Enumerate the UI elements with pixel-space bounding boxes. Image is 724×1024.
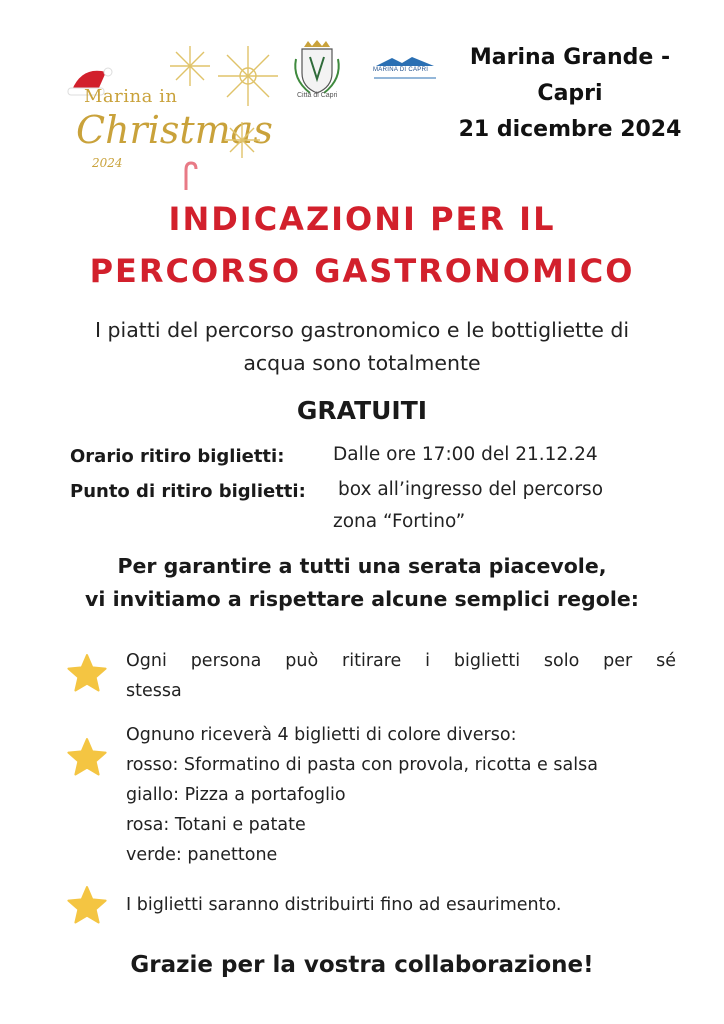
orario-label: Orario ritiro biglietti: xyxy=(70,446,285,467)
event-date: 21 dicembre 2024 xyxy=(458,117,682,142)
star-icon xyxy=(66,652,108,694)
title-line-1: INDICAZIONI PER IL xyxy=(168,200,556,238)
rule-2-line-2: rosso: Sformatino di pasta con provola, ricotta e salsa xyxy=(126,755,598,775)
rule-2-line-3: giallo: Pizza a portafoglio xyxy=(126,785,346,805)
rule-item-1 xyxy=(126,646,676,706)
gratuiti-heading: GRATUITI xyxy=(296,396,428,425)
closing-message: Grazie per la vostra collaborazione! xyxy=(130,952,594,978)
title-line-2: PERCORSO GASTRONOMICO xyxy=(89,252,635,290)
snowflakes-decoration xyxy=(160,36,290,166)
star-icon xyxy=(66,736,108,778)
snowflake-icon xyxy=(170,46,278,158)
intro-line-2: acqua sono totalmente xyxy=(243,351,481,375)
rule-2-line-5: verde: panettone xyxy=(126,845,278,865)
star-icon xyxy=(66,884,108,926)
crest-caption: Città di Capri xyxy=(297,92,338,99)
logo-line-2: Christmas xyxy=(76,108,273,152)
rules-intro-line-2: vi invitiamo a rispettare alcune semplici regole: xyxy=(85,587,639,611)
intro-line-1: I piatti del percorso gastronomico e le bottigliette di xyxy=(94,318,630,342)
rule-2-line-1: Ognuno riceverà 4 biglietti di colore diverso: xyxy=(126,725,517,745)
punto-label: Punto di ritiro biglietti: xyxy=(70,481,306,502)
rule-2-line-4: rosa: Totani e patate xyxy=(126,815,306,835)
marina-logo-text: MARINA DI CAPRI xyxy=(373,67,429,73)
rules-intro-line-1: Per garantire a tutti una serata piacevole, xyxy=(117,554,607,578)
intro-paragraph xyxy=(40,314,684,380)
orario-value: Dalle ore 17:00 del 21.12.24 xyxy=(333,444,598,465)
logo-year: 2024 xyxy=(92,156,123,170)
punto-value-line-2: zona “Fortino” xyxy=(333,511,466,532)
punto-value-line-1: box all’ingresso del percorso xyxy=(338,479,604,500)
event-location-date xyxy=(440,40,700,148)
logo-line-1: Marina in xyxy=(84,86,178,107)
location-line-2: Capri xyxy=(537,81,603,106)
rule-item-3: I biglietti saranno distribuirti fino ad esaurimento. xyxy=(126,895,562,915)
rule-item-2 xyxy=(126,720,676,870)
rule-1-line-1: Ogni persona può ritirare i biglietti solo per sé xyxy=(126,651,676,671)
rule-1-line-2: stessa xyxy=(126,681,182,701)
rules-intro xyxy=(0,550,724,616)
location-line-1: Marina Grande - xyxy=(469,45,671,70)
